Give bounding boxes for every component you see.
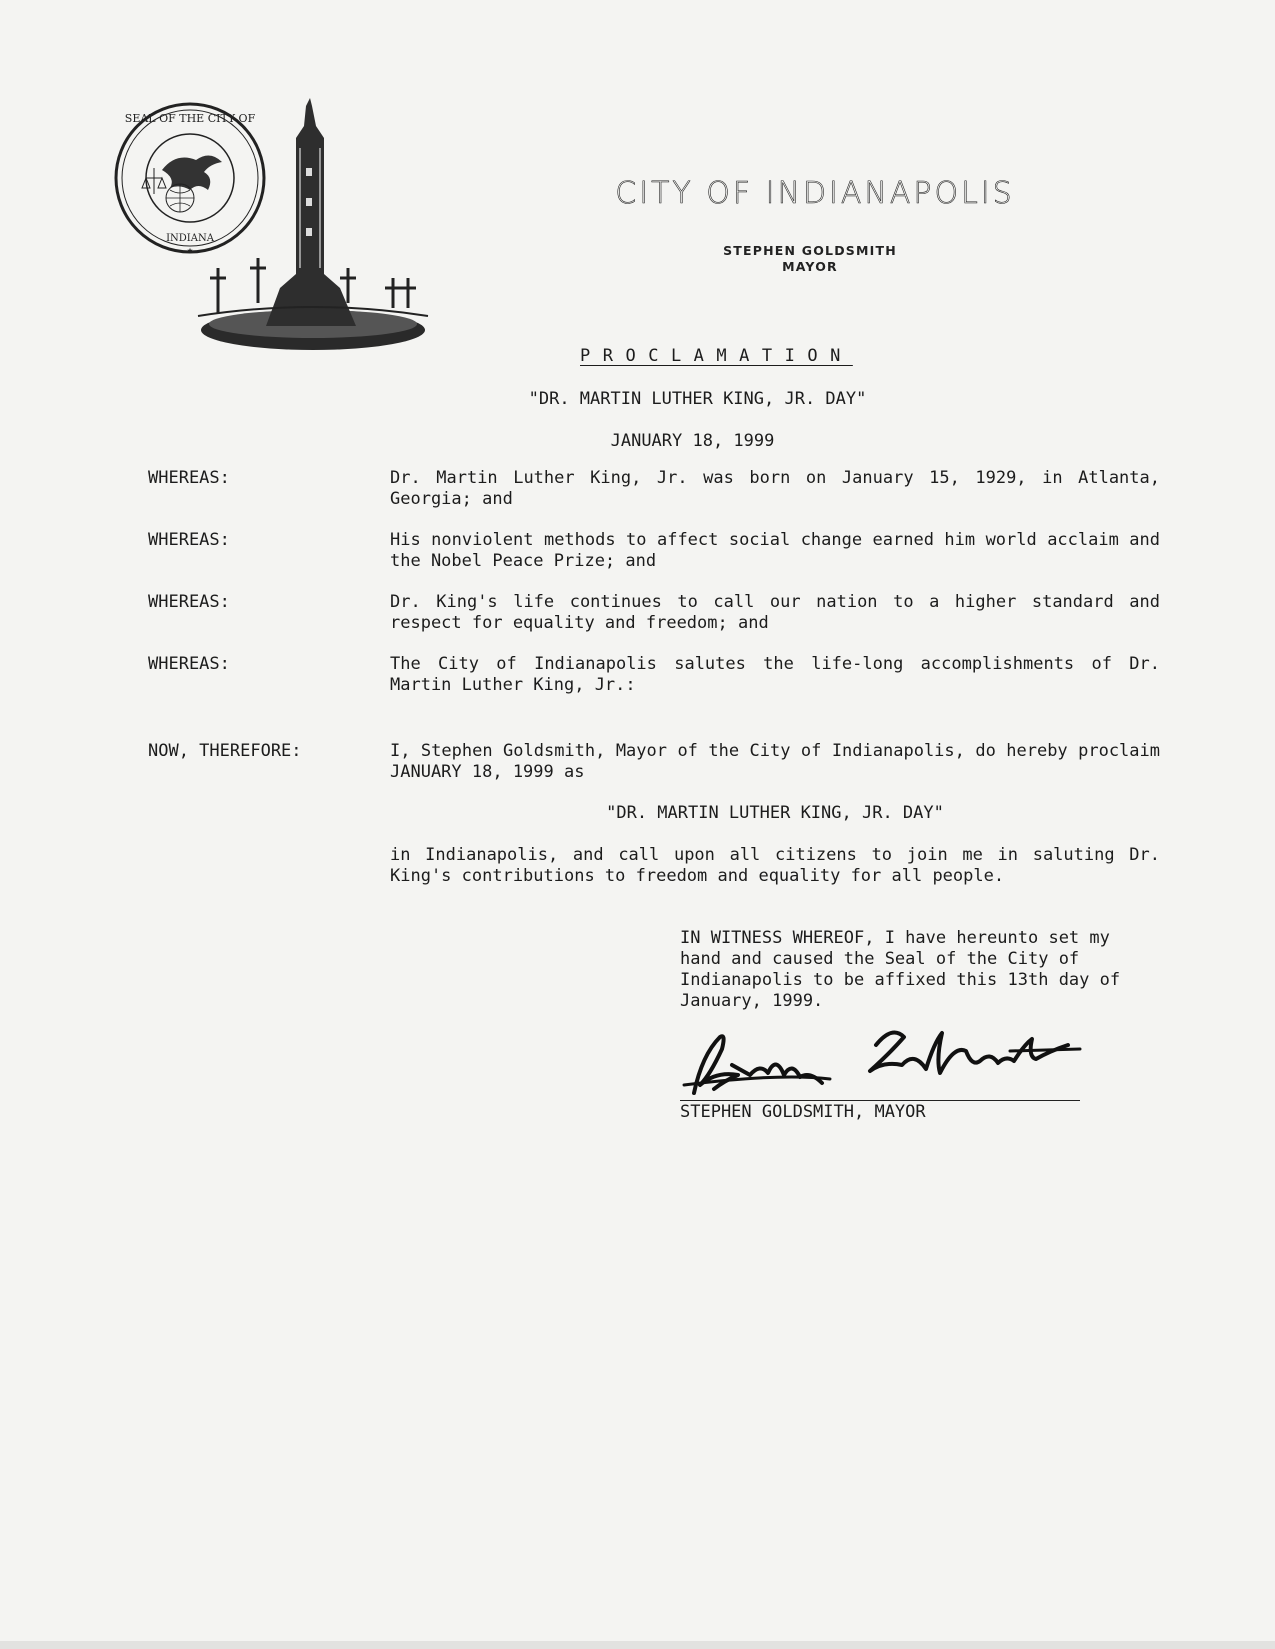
whereas-label: WHEREAS: [148,592,230,612]
whereas-label: WHEREAS: [148,468,230,488]
soldiers-sailors-monument-logo [188,98,438,358]
closing-paragraph: in Indianapolis, and call upon all citizens to join me in saluting Dr. King's contributions to freedom and equality for all people. [390,845,1160,886]
proclamation-date: JANUARY 18, 1999 [610,431,775,451]
proclamation-heading: PROCLAMATION [580,346,853,366]
declaration-title: "DR. MARTIN LUTHER KING, JR. DAY" [606,803,944,823]
whereas-clause: His nonviolent methods to affect social change earned him world acclaim and the Nobel Peace Prize; and [390,530,1160,571]
signature-caption: STEPHEN GOLDSMITH, MAYOR [680,1102,926,1122]
therefore-label: NOW, THEREFORE: [148,741,302,761]
therefore-clause: I, Stephen Goldsmith, Mayor of the City of Indianapolis, do hereby proclaim JANUARY 18, 1999 as [390,741,1160,782]
svg-text:★: ★ [186,245,194,256]
letterhead-mayor-name: STEPHEN GOLDSMITH [723,243,897,258]
whereas-clause: Dr. King's life continues to call our nation to a higher standard and respect for equality and freedom; and [390,592,1160,633]
mayor-signature [680,1015,1100,1105]
proclamation-title: "DR. MARTIN LUTHER KING, JR. DAY" [528,389,867,409]
svg-text:INDIANA: INDIANA [166,233,214,244]
whereas-clause: The City of Indianapolis salutes the life-long accomplishments of Dr. Martin Luther King, Jr.: [390,654,1160,695]
whereas-label: WHEREAS: [148,654,230,674]
signature-line [680,1100,1080,1101]
letterhead-city-title: CITY OF INDIANAPOLIS [615,176,1015,211]
page-bottom-edge [0,1641,1275,1649]
svg-text:SEAL OF THE CITY OF: SEAL OF THE CITY OF [124,112,256,125]
whereas-clause: Dr. Martin Luther King, Jr. was born on January 15, 1929, in Atlanta, Georgia; and [390,468,1160,509]
whereas-label: WHEREAS: [148,530,230,550]
letterhead-mayor-title: MAYOR [782,259,838,274]
witness-paragraph: IN WITNESS WHEREOF, I have hereunto set my hand and caused the Seal of the City of Indianapolis to be affixed this 13th day of January, 1999. [680,928,1121,1011]
